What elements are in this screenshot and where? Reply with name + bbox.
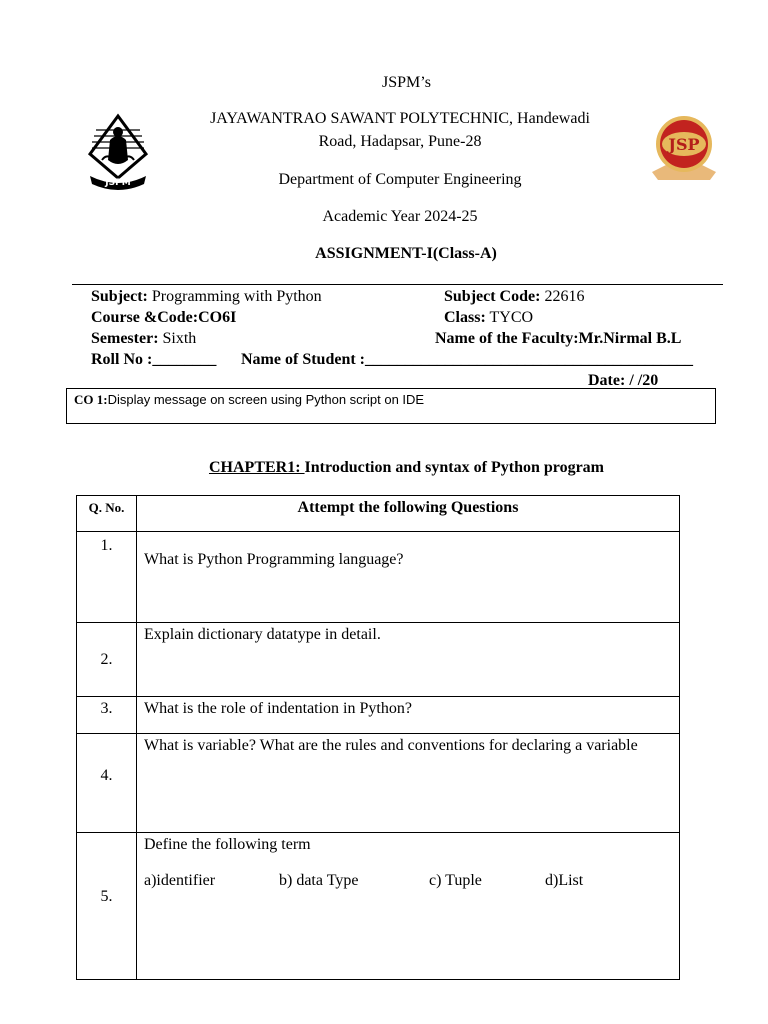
svg-text:JSPM: JSPM [105, 178, 131, 188]
question-text-cell [137, 833, 680, 980]
chapter-title: Introduction and syntax of Python program [304, 459, 604, 476]
class-value: TYCO [485, 309, 534, 326]
term-option: c) Tuple [429, 872, 482, 889]
term-option: a)identifier [144, 872, 216, 889]
question-number: 3. [77, 697, 137, 734]
institute-name: JAYAWANTRAO SAWANT POLYTECHNIC, [210, 110, 514, 127]
semester [91, 328, 196, 349]
class [444, 307, 533, 328]
course-outcome-box [66, 388, 716, 424]
subject-code-label: Subject Code: [444, 288, 541, 305]
org-name: JSPM’s [382, 74, 431, 91]
academic-year: Academic Year 2024-25 [322, 208, 478, 225]
question-text: What is the role of indentation in Python? [137, 697, 680, 734]
term-options [144, 869, 673, 893]
subject-code-value: 22616 [540, 288, 585, 305]
subject-code [444, 286, 584, 307]
questions-header: Attempt the following Questions [137, 496, 680, 532]
institute-line [150, 108, 650, 130]
question-number: 2. [77, 623, 137, 697]
co-label: CO 1: [74, 392, 108, 407]
questions-table [76, 495, 680, 980]
table-row [77, 734, 680, 833]
course-code: Course &Code:CO6I [91, 309, 237, 326]
question-text: Explain dictionary datatype in detail. [137, 623, 680, 697]
assignment-title: ASSIGNMENT-I(Class-A) [315, 245, 497, 262]
semester-label: Semester: [91, 330, 159, 347]
department: Department of Computer Engineering [278, 171, 522, 188]
institute-location: Handewadi [513, 110, 590, 127]
svg-text:JSP: JSP [668, 135, 700, 154]
subject-label: Subject: [91, 288, 148, 305]
institute-address: Road, Hadapsar, Pune-28 [318, 133, 482, 150]
table-row [77, 697, 680, 734]
student-name-field[interactable]: Name of Student :_________________________________________ [241, 351, 693, 368]
question-text: What is variable? What are the rules and conventions for declaring a variable [137, 734, 680, 833]
table-row [77, 833, 680, 980]
subject-value: Programming with Python [147, 288, 322, 305]
faculty-name: Name of the Faculty:Mr.Nirmal B.L [435, 330, 682, 347]
qno-header: Q. No. [77, 496, 137, 532]
semester-value: Sixth [158, 330, 197, 347]
question-number: 5. [77, 833, 137, 980]
class-label: Class: [444, 309, 486, 326]
jspm-emblem-logo [84, 110, 152, 190]
co-text: Display message on screen using Python script on IDE [107, 392, 425, 407]
header-divider [72, 284, 723, 285]
table-header-row [77, 496, 680, 532]
table-row [77, 532, 680, 623]
date-field[interactable]: Date: / /20 [588, 372, 659, 389]
question-text: What is Python Programming language? [137, 532, 680, 623]
question-number: 4. [77, 734, 137, 833]
question-text: Define the following term [144, 836, 311, 853]
roll-no-field[interactable]: Roll No :________ [91, 351, 217, 368]
term-option: b) data Type [279, 872, 359, 889]
question-number: 1. [77, 532, 137, 623]
jsp-logo [650, 114, 718, 186]
subject [91, 286, 322, 307]
chapter-label: CHAPTER1: [208, 459, 305, 476]
chapter-heading [0, 459, 768, 477]
table-row [77, 623, 680, 697]
term-option: d)List [545, 872, 584, 889]
